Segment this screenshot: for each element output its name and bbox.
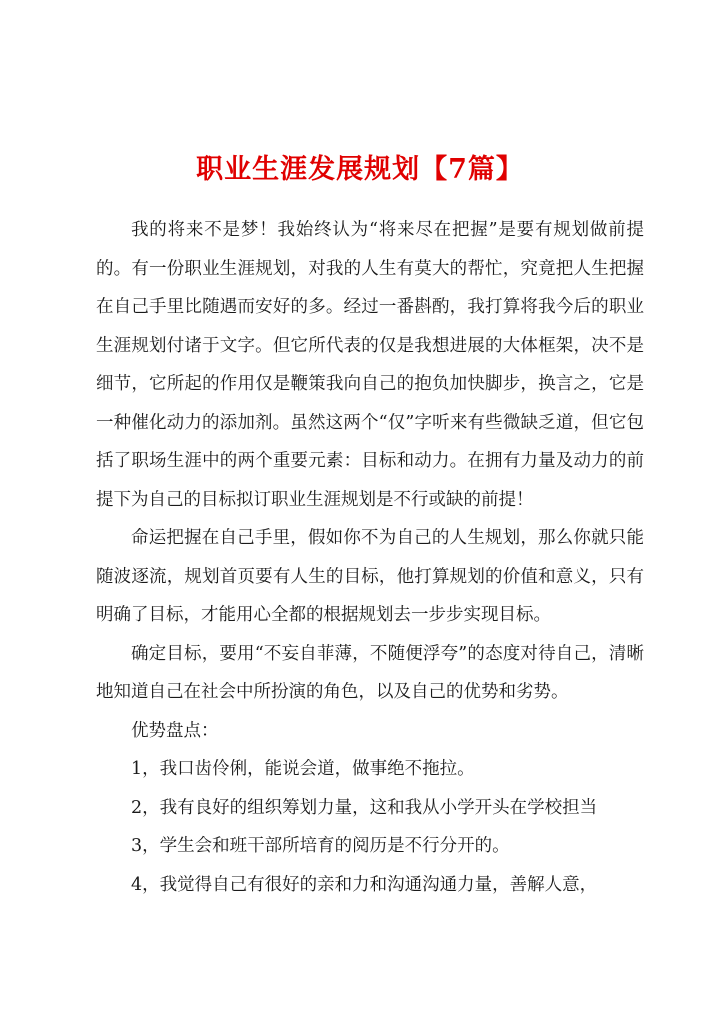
document-body bbox=[96, 211, 644, 904]
paragraph: 优势盘点： bbox=[131, 720, 219, 741]
paragraph: 命运把握在自己手里，假如你不为自己的人生规划，那么你就只能随波逐流，规划首页要有人生的目标，他打算规划的价值和意义，只有明确了目标，才能用心全都的根据规划去一步步实现目标。 bbox=[96, 528, 644, 625]
list-item: 2，我有良好的组织筹划力量，这和我从小学开头在学校担当 bbox=[131, 797, 598, 818]
document-title: 职业生涯发展规划【7篇】 bbox=[196, 154, 524, 185]
list-item: 1，我口齿伶俐，能说会道，做事绝不拖拉。 bbox=[131, 759, 475, 779]
list-item: 4，我觉得自己有很好的亲和力和沟通沟通力量，善解人意， bbox=[131, 874, 598, 895]
list-item: 3，学生会和班干部所培育的阅历是不行分开的。 bbox=[131, 836, 510, 856]
paragraph: 我的将来不是梦！我始终认为“将来尽在把握”是要有规划做前提的。有一份职业生涯规划，对我的人生有莫大的帮忙，究竟把人生把握在自己手里比随遇而安好的多。经过一番斟酌，我打算将我今后的职业生涯规划付诸于文字。但它所代表的仅是我想进展的大体框架，决不是细节，它所起的作用仅是鞭策我向自己的抱负加快脚步，换言之，它是一种催化动力的添加剂。虽然这两个“仅”字听来有些微缺乏道，但它包括了职场生涯中的两个重要元素：目标和动力。在拥有力量及动力的前提下为自己的目标拟订职业生涯规划是不行或缺的前提！ bbox=[96, 220, 644, 510]
paragraph: 确定目标，要用“不妄自菲薄，不随便浮夸”的态度对待自己，清晰地知道自己在社会中所扮演的角色，以及自己的优势和劣势。 bbox=[96, 643, 644, 702]
